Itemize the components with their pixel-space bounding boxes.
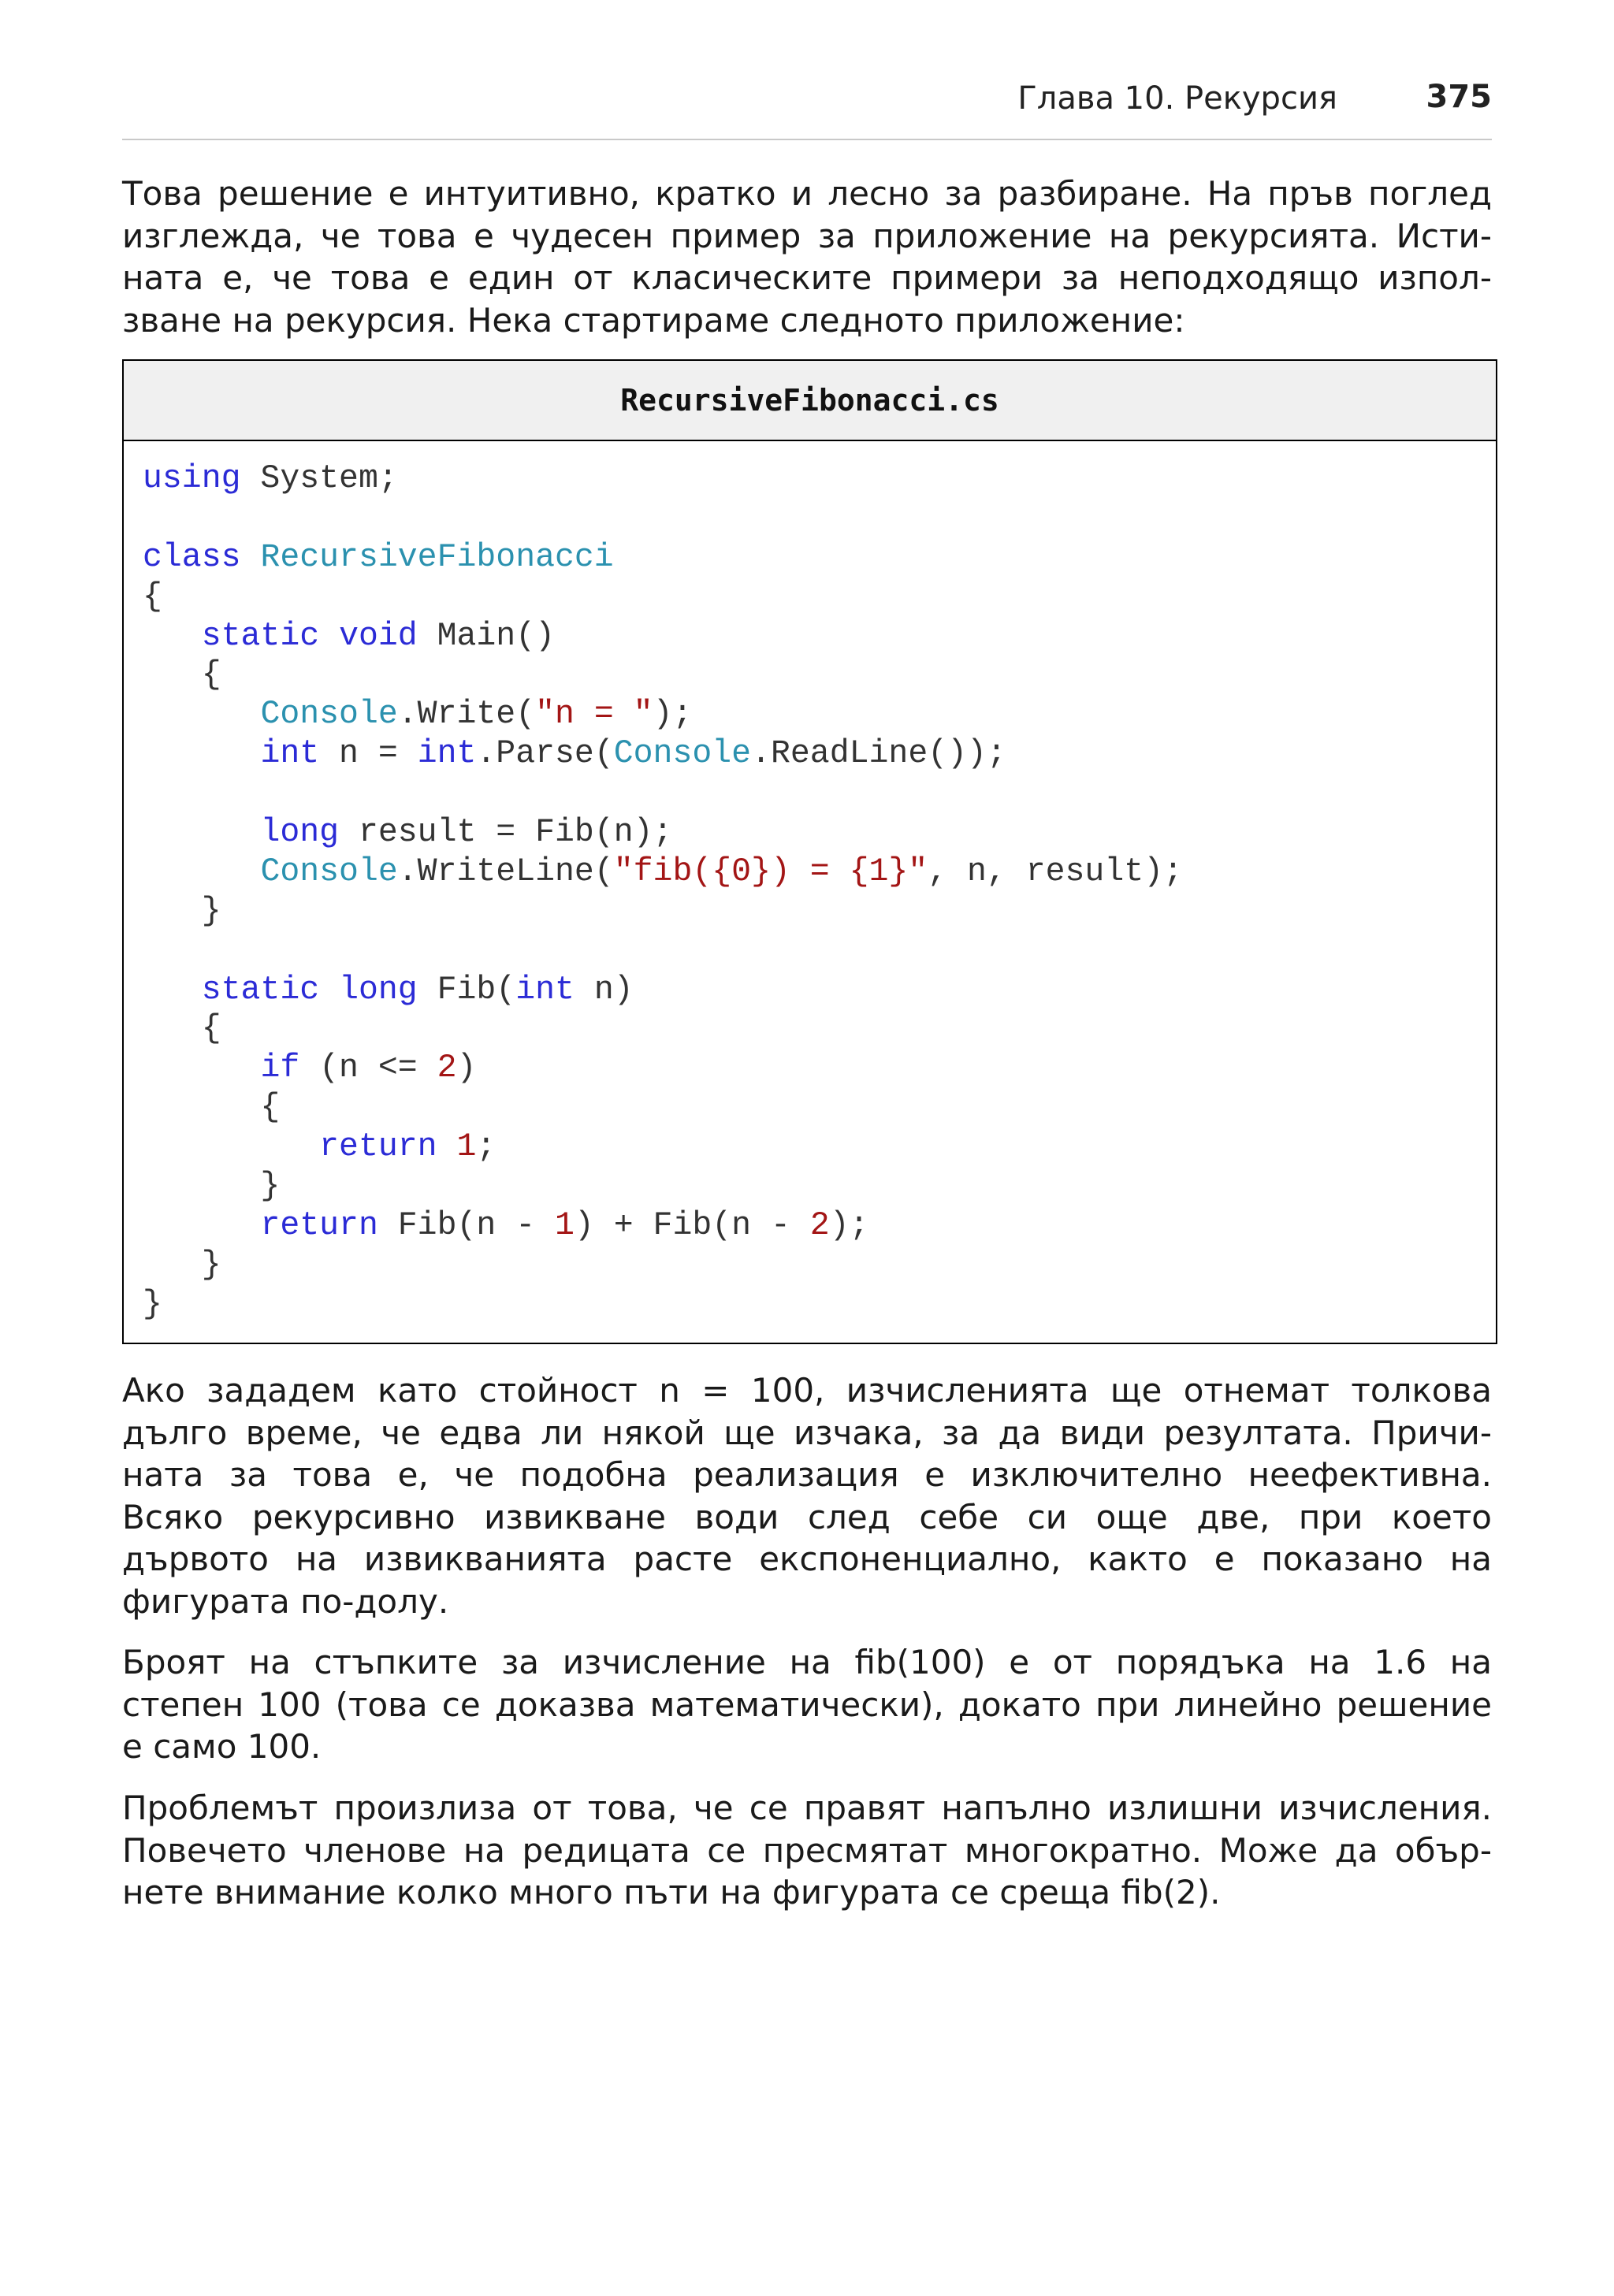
code-text: .WriteLine( [397, 853, 614, 890]
code-line [143, 656, 1183, 695]
code-text: result = Fib(n); [339, 814, 673, 852]
text-line: Повечето членове на редицата се пресмятат многократно. Може да обър- [122, 1830, 1492, 1870]
code-text: (n <= [299, 1050, 437, 1087]
code-text: ); [829, 1206, 869, 1244]
code-text: n) [574, 971, 634, 1009]
code-line [143, 813, 1183, 853]
code-text [143, 1050, 260, 1087]
code-number: 2 [437, 1050, 457, 1087]
code-listing-filename: RecursiveFibonacci.cs [124, 361, 1496, 441]
code-text: { [143, 578, 162, 615]
code-text: } [143, 1168, 281, 1206]
code-text [143, 972, 202, 1009]
code-text: } [143, 1285, 162, 1323]
code-line [143, 1246, 1183, 1285]
text-line: ната е, че това е един от класическите примери за неподходящо изпол- [122, 258, 1492, 297]
code-text [143, 853, 260, 890]
code-keyword: int [515, 971, 575, 1009]
code-text: } [143, 892, 221, 930]
code-number: 2 [809, 1206, 830, 1244]
code-text [143, 1207, 260, 1244]
text-line: е само 100. [122, 1727, 322, 1766]
code-text: System; [240, 460, 398, 497]
code-number: 1 [456, 1128, 477, 1166]
code-type: RecursiveFibonacci [260, 538, 614, 576]
code-text [143, 1128, 319, 1165]
code-line [143, 695, 1183, 734]
paragraph-problem [122, 1787, 1492, 1914]
code-keyword: long [260, 814, 340, 852]
text-line: Всяко рекурсивно извикване води след себе си още две, при което [122, 1497, 1492, 1536]
code-keyword: static [201, 617, 320, 655]
code-line [143, 1285, 1183, 1324]
code-line [143, 578, 1183, 617]
code-line [143, 499, 1183, 538]
code-string: "fib({0}) = {1}" [613, 853, 928, 890]
code-line [143, 892, 1183, 931]
code-keyword: if [260, 1050, 300, 1087]
code-line [143, 734, 1183, 774]
code-text: Fib( [417, 971, 516, 1009]
code-keyword: int [417, 735, 477, 773]
code-listing-body [143, 459, 1183, 1324]
code-text: Fib(n - [377, 1206, 556, 1244]
paragraph-complexity [122, 1369, 1492, 1622]
code-text: } [143, 1246, 221, 1284]
code-text: .Parse( [476, 735, 614, 773]
code-line [143, 1009, 1183, 1049]
code-text: { [143, 1089, 281, 1127]
code-line [143, 931, 1183, 971]
code-text: n = [319, 735, 418, 773]
code-keyword: return [319, 1128, 437, 1166]
code-line [143, 1088, 1183, 1128]
code-line [143, 774, 1183, 813]
text-line: Ако зададем като стойност n = 100, изчисленията ще отнемат толкова [122, 1371, 1492, 1410]
code-text [143, 618, 202, 655]
text-line: степен 100 (това се доказва математически), докато при линейно решение [122, 1685, 1492, 1724]
page-number: 375 [1426, 79, 1492, 115]
code-text [143, 735, 260, 772]
code-number: 1 [555, 1206, 575, 1244]
code-text: ; [476, 1128, 496, 1166]
text-line: Това решение е интуитивно, кратко и лесно за разбиране. На пръв поглед [122, 174, 1492, 213]
code-keyword: class [143, 538, 241, 576]
paragraph-steps [122, 1641, 1492, 1768]
code-text [143, 814, 260, 851]
code-line [143, 1049, 1183, 1088]
text-line: нете внимание колко много пъти на фигурата се среща fib(2). [122, 1873, 1221, 1911]
chapter-title: Глава 10. Рекурсия [1017, 80, 1337, 117]
code-text: { [143, 656, 221, 694]
code-line [143, 538, 1183, 578]
code-text [437, 1128, 457, 1165]
text-line: дървото на извикванията расте експоненциално, както е показано на [122, 1540, 1492, 1578]
code-text [319, 972, 339, 1009]
code-type: Console [260, 696, 398, 734]
code-type: Console [260, 853, 398, 890]
text-line: Броят на стъпките за изчисление на fib(100) е от порядъка на 1.6 на [122, 1643, 1492, 1681]
code-keyword: void [339, 617, 418, 655]
code-string: "n = " [535, 696, 653, 734]
code-text: ) + Fib(n - [574, 1206, 810, 1244]
code-keyword: using [143, 460, 241, 497]
code-text: .Write( [397, 696, 536, 734]
code-listing-box [122, 359, 1497, 1344]
code-text: .ReadLine()); [751, 735, 1006, 773]
code-text [241, 539, 261, 576]
code-keyword: long [339, 971, 418, 1009]
code-text: , n, result); [928, 853, 1183, 890]
code-text: { [143, 1010, 221, 1048]
page-header [122, 76, 1492, 140]
code-text: Main() [417, 617, 556, 655]
code-line [143, 459, 1183, 499]
code-text: ) [456, 1050, 477, 1087]
intro-paragraph [122, 173, 1492, 341]
code-line [143, 617, 1183, 656]
text-line: ната за това е, че подобна реализация е изключително неефективна. [122, 1455, 1492, 1494]
code-text [143, 696, 260, 733]
text-line: Проблемът произлиза от това, че се правят напълно излишни изчисления. [122, 1789, 1492, 1827]
text-line: фигурата по-долу. [122, 1581, 449, 1621]
code-keyword: int [260, 735, 320, 773]
code-line [143, 853, 1183, 892]
text-line: изглежда, че това е чудесен пример за приложение на рекурсията. Исти- [122, 216, 1492, 255]
text-line: дълго време, че едва ли някой ще изчака, за да види резултата. Причи- [122, 1413, 1492, 1452]
code-line [143, 971, 1183, 1010]
code-text [319, 618, 339, 655]
code-keyword: static [201, 971, 320, 1009]
code-line [143, 1206, 1183, 1246]
code-line [143, 1167, 1183, 1206]
code-text: ); [653, 696, 693, 734]
code-type: Console [613, 735, 752, 773]
code-line [143, 1128, 1183, 1167]
text-line: зване на рекурсия. Нека стартираме следното приложение: [122, 300, 1185, 340]
code-keyword: return [260, 1206, 378, 1244]
